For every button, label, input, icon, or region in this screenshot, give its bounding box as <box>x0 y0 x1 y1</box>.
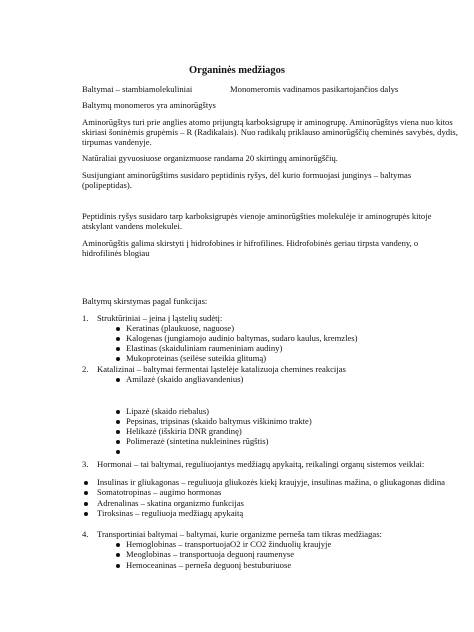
list-number-3: 3. <box>82 459 89 469</box>
bullet-icon <box>116 410 120 414</box>
paragraph-5-line-2: hidrofilinės blogiau <box>82 248 150 258</box>
bullet-icon <box>84 512 88 516</box>
list-item-3-sub: Insulinas ir gliukagonas – reguliuoja gliukozės kiekį kraujyje, insulinas mažina, o gliukagonas didina <box>97 477 445 487</box>
monomer-line: Baltymų monomeros yra aminorūgštys <box>82 100 216 110</box>
paragraph-1-line-1: Aminorūgštys turi prie anglies atomo prijungtą karboksigrupę ir aminogrupę. Aminorūgštys viena nuo kitos <box>82 117 453 127</box>
list-item-2-sub: Polimerazė (sintetina nukleinines rūgštis) <box>126 436 269 446</box>
bullet-icon <box>116 430 120 434</box>
paragraph-1-line-3: tirpumas vandenyje. <box>82 137 152 147</box>
list-item-2-sub: Amilazė (skaido angliavandenius) <box>126 374 244 384</box>
list-item-4-sub: Hemoceaninas – perneša deguonį bestuburiuose <box>126 560 292 570</box>
bullet-icon <box>84 481 88 485</box>
bullet-icon <box>116 543 120 547</box>
bullet-icon <box>116 420 120 424</box>
bullet-icon <box>116 357 120 361</box>
bullet-icon <box>116 440 120 444</box>
bullet-icon <box>116 337 120 341</box>
bullet-icon <box>116 553 120 557</box>
paragraph-4-line-2: atskylant vandens molekulei. <box>82 221 182 231</box>
list-item-2-sub: Lipazė (skaido riebalus) <box>126 406 210 416</box>
list-item-4-sub: Meoglobinas – transportuoja deguonį raumenyse <box>126 549 295 559</box>
list-item-2: Katalizinai – baltymai fermentai ląstelėje katalizuoja chemines reakcijas <box>97 364 346 374</box>
list-item-1-sub: Mukoproteinas (seilėse suteikia glitumą) <box>126 353 267 363</box>
list-item-4: Transportiniai baltymai – baltymai, kurie organizme perneša tam tikras medžiagas: <box>97 529 382 539</box>
list-item-1-sub: Keratinas (plaukuose, naguose) <box>126 323 235 333</box>
list-item-3: Hormonai – tai baltymai, reguliuojantys medžiagų apykaitą, reikalingi organų sistemos veiklai: <box>97 459 425 469</box>
bullet-icon <box>116 347 120 351</box>
list-item-3-sub: Somatotropinas – augimo hormonas <box>97 487 222 497</box>
list-item-1-sub: Kalogenas (jungiamojo audinio baltymas, sudaro kaulus, kremzles) <box>126 333 358 343</box>
bullet-icon <box>116 327 120 331</box>
paragraph-1-line-2: skiriasi šoninėmis grupėmis – R (Radikalais). Nuo radikalų priklauso aminorūgščių cheminės savybės, dydis, <box>82 127 458 137</box>
list-number-2: 2. <box>82 364 89 374</box>
paragraph-3-line-2: (polipeptidas). <box>82 180 132 190</box>
paragraph-5-line-1: Aminorūgštis galima skirstyti į hidrofobines ir hifrofilines. Hidrofobinės geriau tirpsta vandeny, o <box>82 238 419 248</box>
bullet-icon <box>84 502 88 506</box>
paragraph-4-line-1: Peptidinis ryšys susidaro tarp karboksigrupės vienoje aminorūgšties molekulėje ir aminogrupės kitoje <box>82 211 432 221</box>
paragraph-3-line-1: Susijungiant aminorūgštims susidaro peptidinis ryšys, dėl kurio formuojasi junginys – baltymas <box>82 170 412 180</box>
list-item-1: Struktūriniai – įeina į ląstelių sudėtį: <box>97 313 223 323</box>
bullet-icon <box>116 378 120 382</box>
intro-line-left: Baltymai – stambiamolekuliniai <box>82 84 193 94</box>
classification-heading: Baltymų skirstymas pagal funkcijas: <box>82 296 208 306</box>
paragraph-2: Natūraliai gyvuosiuose organizmuose randama 20 skirtingų aminorūgščių. <box>82 153 338 163</box>
list-item-1-sub: Elastinas (skaiduliniam raumeniniam audiny) <box>126 343 283 353</box>
bullet-icon <box>116 564 120 568</box>
list-number-4: 4. <box>82 529 89 539</box>
list-item-3-sub: Adrenalinas – skatina organizmo funkcijas <box>97 498 244 508</box>
bullet-icon <box>84 491 88 495</box>
document-title: Organinės medžiagos <box>189 65 285 76</box>
bullet-icon <box>116 450 120 454</box>
list-item-3-sub: Tiroksinas – reguliuoja medžiagų apykaitą <box>97 508 244 518</box>
list-item-4-sub: Hemoglobinas – transportuojaO2 ir CO2 žinduolių kraujyje <box>126 539 332 549</box>
list-number-1: 1. <box>82 313 89 323</box>
list-item-2-sub: Helikazė (išskiria DNR grandinę) <box>126 426 242 436</box>
list-item-2-sub: Pepsinas, tripsinas (skaido baltymus viškinimo trakte) <box>126 416 312 426</box>
intro-line-right: Monomeromis vadinamos pasikartojančios dalys <box>230 84 399 94</box>
